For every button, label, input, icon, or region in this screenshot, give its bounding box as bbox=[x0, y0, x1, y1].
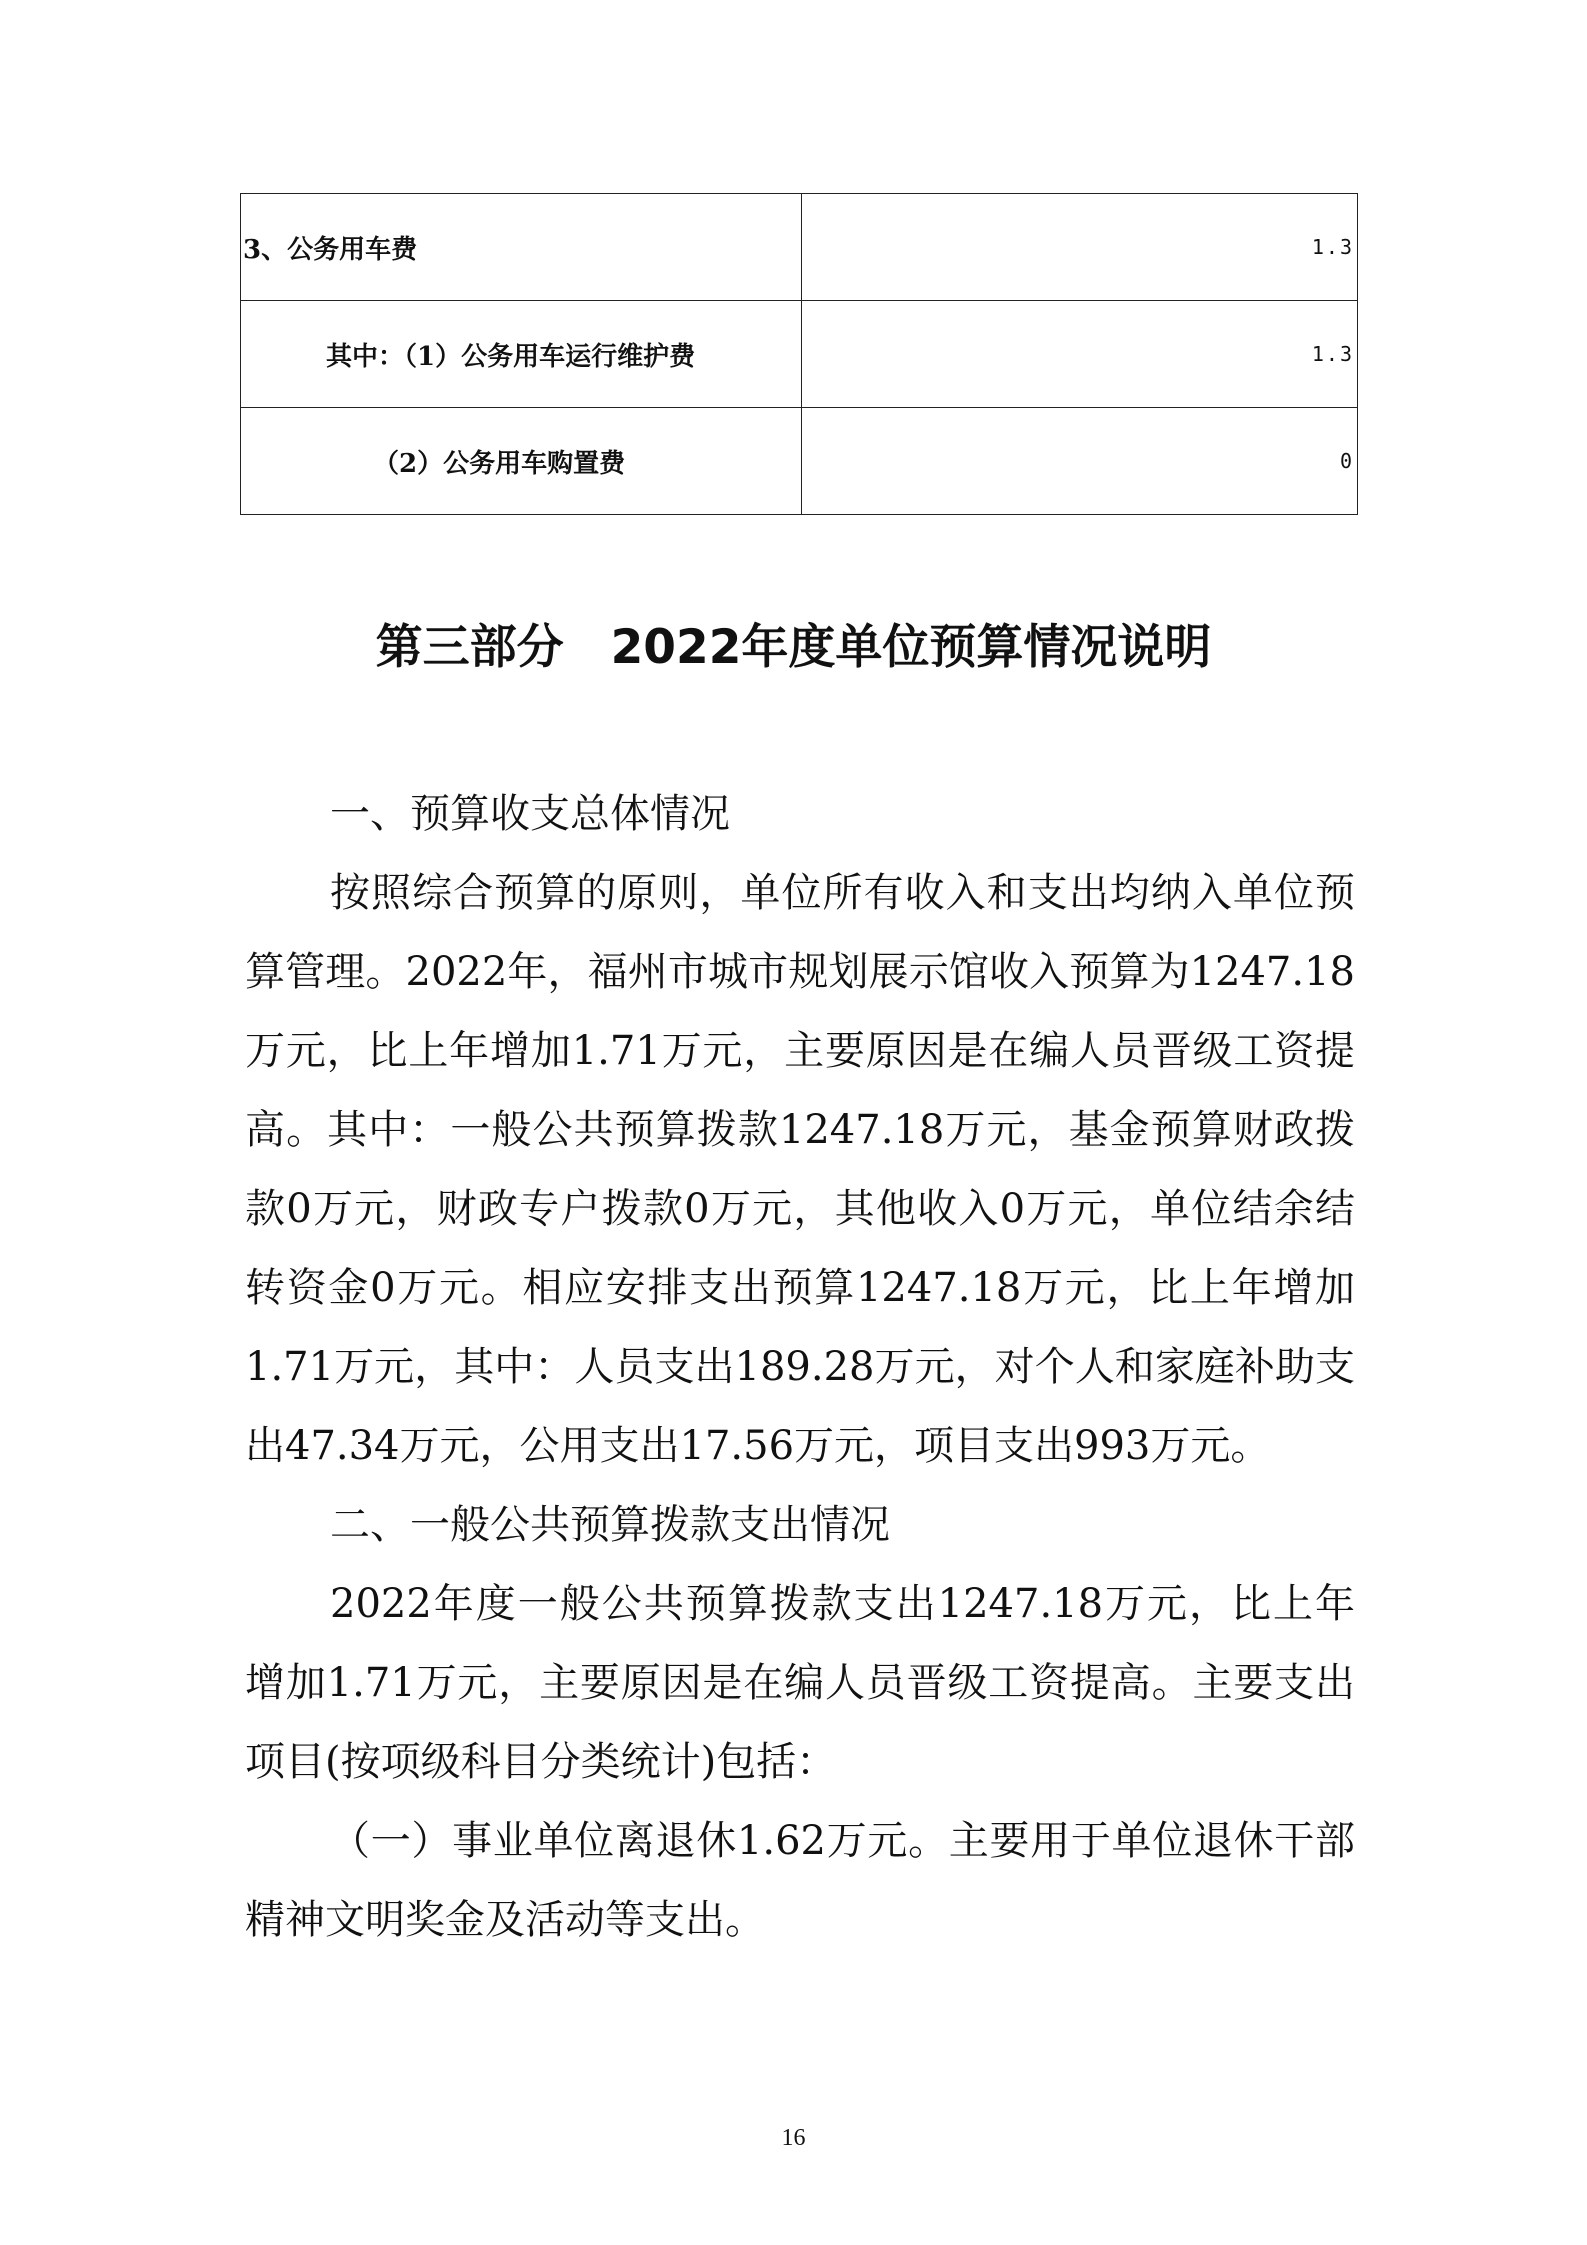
section-paragraph: 按照综合预算的原则，单位所有收入和支出均纳入单位预算管理。2022年，福州市城市规划展示馆收入预算为1247.18万元，比上年增加1.71万元，主要原因是在编人员晋级工资提高。其中：一般公共预算拨款1247.18万元，基金预算财政拨款0万元，财政专户拨款0万元，其他收入0万元，单位结余结转资金0万元。相应安排支出预算1247.18万元，比上年增加1.71万元，其中：人员支出189.28万元，对个人和家庭补助支出47.34万元，公用支出17.56万元，项目支出993万元。 bbox=[245, 870, 1355, 1469]
row-label: 3、公务用车费 bbox=[241, 194, 802, 301]
table-row bbox=[241, 408, 1358, 515]
row-label: 其中：（1）公务用车运行维护费 bbox=[241, 301, 802, 408]
page-number: 16 bbox=[781, 2125, 806, 2151]
vehicle-expense-table bbox=[240, 193, 1358, 515]
document-body bbox=[245, 775, 1355, 1960]
row-value: 1.3 bbox=[802, 194, 1358, 301]
section-heading: 二、一般公共预算拨款支出情况 bbox=[330, 1502, 890, 1548]
part-title: 第三部分 2022年度单位预算情况说明 bbox=[375, 620, 1212, 675]
row-value: 1.3 bbox=[802, 301, 1358, 408]
table-row bbox=[241, 194, 1358, 301]
row-value: 0 bbox=[802, 408, 1358, 515]
section-paragraph: 2022年度一般公共预算拨款支出1247.18万元，比上年增加1.71万元，主要原因是在编人员晋级工资提高。主要支出项目(按项级科目分类统计)包括： bbox=[245, 1581, 1355, 1785]
section-heading: 一、预算收支总体情况 bbox=[330, 791, 730, 837]
row-label: （2）公务用车购置费 bbox=[241, 408, 802, 515]
list-item: （一）事业单位离退休1.62万元。主要用于单位退休干部精神文明奖金及活动等支出。 bbox=[245, 1818, 1355, 1943]
table-row bbox=[241, 301, 1358, 408]
